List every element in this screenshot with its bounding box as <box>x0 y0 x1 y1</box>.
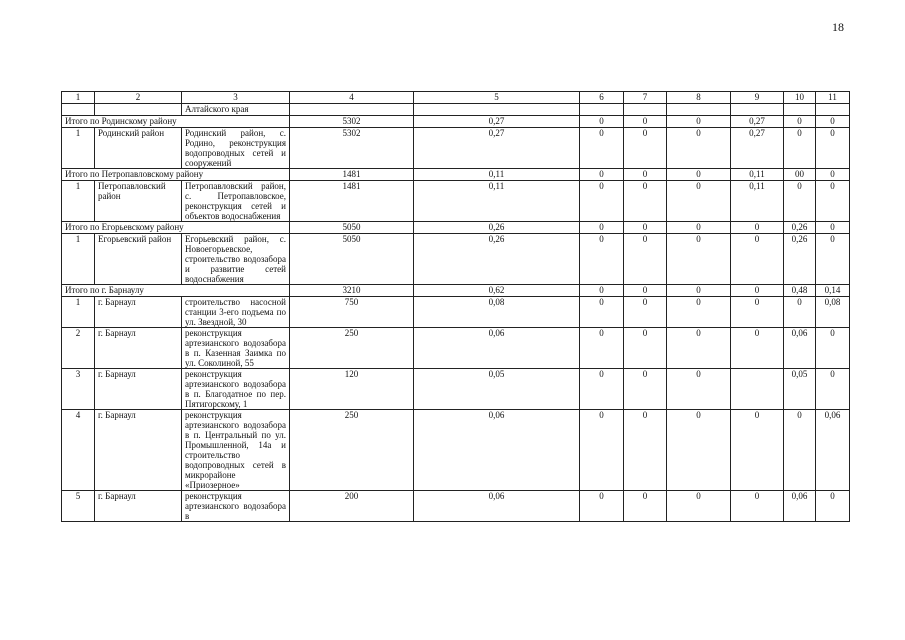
value-c7: 0 <box>624 222 667 234</box>
subtotal-label: Итого по Родинскому району <box>62 116 290 128</box>
header-cell-11: 11 <box>816 92 850 104</box>
value-c11: 0 <box>816 116 850 128</box>
value-c8: 0 <box>667 222 731 234</box>
project-description: Егорьевский район, с. Новоегорьевское, строительство водозабора и развитие сетей водоснабжения <box>182 234 290 285</box>
value-c10: 0 <box>784 410 816 491</box>
header-cell-8: 8 <box>667 92 731 104</box>
value-c4: 1481 <box>290 169 414 181</box>
value-c11: 0 <box>816 222 850 234</box>
value-c4: 200 <box>290 491 414 522</box>
municipality-name: Егорьевский район <box>95 234 182 285</box>
value-c8: 0 <box>667 181 731 222</box>
value-c8: 0 <box>667 169 731 181</box>
value-c5: 0,06 <box>414 410 580 491</box>
value-c10: 0 <box>784 297 816 328</box>
value-c5: 0,06 <box>414 491 580 522</box>
value-c11: 0,08 <box>816 297 850 328</box>
value-c11: 0,14 <box>816 285 850 297</box>
value-c4: 250 <box>290 328 414 369</box>
value-c11: 0 <box>816 369 850 410</box>
value-c4: 120 <box>290 369 414 410</box>
value-c4: 5302 <box>290 116 414 128</box>
value-c5: 0,08 <box>414 297 580 328</box>
value-c6: 0 <box>580 410 624 491</box>
value-c6: 0 <box>580 222 624 234</box>
header-cell-4: 4 <box>290 92 414 104</box>
value-c9: 0 <box>731 222 784 234</box>
value-c4: 5050 <box>290 234 414 285</box>
value-c11: 0 <box>816 169 850 181</box>
value-c10: 0 <box>784 128 816 169</box>
region-caption-row <box>62 104 850 116</box>
value-c7: 0 <box>624 285 667 297</box>
value-c9: 0 <box>731 285 784 297</box>
value-c7: 0 <box>624 128 667 169</box>
subtotal-row <box>62 169 850 181</box>
value-c4: 1481 <box>290 181 414 222</box>
value-c9: 0 <box>731 297 784 328</box>
value-c11: 0 <box>816 491 850 522</box>
subtotal-row <box>62 285 850 297</box>
header-cell-5: 5 <box>414 92 580 104</box>
value-c9: 0,27 <box>731 116 784 128</box>
value-c9: 0 <box>731 491 784 522</box>
value-c8: 0 <box>667 328 731 369</box>
value-c5: 0,11 <box>414 169 580 181</box>
value-c8: 0 <box>667 491 731 522</box>
value-c7: 0 <box>624 234 667 285</box>
value-c10: 0 <box>784 181 816 222</box>
value-c8: 0 <box>667 410 731 491</box>
value-c10: 0,05 <box>784 369 816 410</box>
table-row <box>62 369 850 410</box>
table-row <box>62 128 850 169</box>
value-c7: 0 <box>624 297 667 328</box>
subtotal-label: Итого по г. Барнаулу <box>62 285 290 297</box>
value-c5: 0,05 <box>414 369 580 410</box>
value-c9: 0,27 <box>731 128 784 169</box>
header-cell-6: 6 <box>580 92 624 104</box>
municipality-name: г. Барнаул <box>95 328 182 369</box>
value-c7: 0 <box>624 491 667 522</box>
value-c5: 0,26 <box>414 234 580 285</box>
value-c8: 0 <box>667 128 731 169</box>
value-c6: 0 <box>580 234 624 285</box>
municipality-name: г. Барнаул <box>95 369 182 410</box>
row-number: 5 <box>62 491 95 522</box>
empty-cell <box>667 104 731 116</box>
page-number: 18 <box>832 20 844 34</box>
table-row <box>62 410 850 491</box>
subtotal-label: Итого по Петропавловскому району <box>62 169 290 181</box>
municipality-name: г. Барнаул <box>95 410 182 491</box>
empty-cell <box>816 104 850 116</box>
row-number: 1 <box>62 181 95 222</box>
value-c11: 0 <box>816 181 850 222</box>
value-c4: 250 <box>290 410 414 491</box>
value-c8: 0 <box>667 234 731 285</box>
value-c10: 0,48 <box>784 285 816 297</box>
table-row <box>62 234 850 285</box>
empty-cell <box>62 104 95 116</box>
investment-table <box>61 91 850 522</box>
project-description: строительство насосной станции 3-его подъема по ул. Звездной, 30 <box>182 297 290 328</box>
column-number-row <box>62 92 850 104</box>
empty-cell <box>414 104 580 116</box>
header-cell-1: 1 <box>62 92 95 104</box>
value-c9: 0,11 <box>731 169 784 181</box>
value-c5: 0,11 <box>414 181 580 222</box>
row-number: 1 <box>62 128 95 169</box>
municipality-name: Родинский район <box>95 128 182 169</box>
value-c10: 0,06 <box>784 491 816 522</box>
project-description: Родинский район, с. Родино, реконструкция водопроводных сетей и сооружений <box>182 128 290 169</box>
row-number: 4 <box>62 410 95 491</box>
table-row <box>62 491 850 522</box>
header-cell-7: 7 <box>624 92 667 104</box>
empty-cell <box>731 104 784 116</box>
project-description: реконструкция артезианского водозабора в п. Благодатное по пер. Пятигорскому, 1 <box>182 369 290 410</box>
table-row <box>62 181 850 222</box>
value-c6: 0 <box>580 169 624 181</box>
value-c10: 0 <box>784 116 816 128</box>
value-c6: 0 <box>580 285 624 297</box>
project-description: реконструкция артезианского водозабора в п. Казенная Заимка по ул. Соколиной, 55 <box>182 328 290 369</box>
value-c4: 750 <box>290 297 414 328</box>
value-c6: 0 <box>580 128 624 169</box>
project-description: Петропавловский район, с. Петропавловское, реконструкция сетей и объектов водоснабжения <box>182 181 290 222</box>
value-c6: 0 <box>580 116 624 128</box>
subtotal-row <box>62 116 850 128</box>
value-c7: 0 <box>624 369 667 410</box>
value-c4: 3210 <box>290 285 414 297</box>
value-c6: 0 <box>580 369 624 410</box>
value-c9: 0,11 <box>731 181 784 222</box>
municipality-name: г. Барнаул <box>95 297 182 328</box>
municipality-name: Петропавловский район <box>95 181 182 222</box>
table-row <box>62 328 850 369</box>
value-c5: 0,27 <box>414 116 580 128</box>
value-c5: 0,62 <box>414 285 580 297</box>
value-c9: 0 <box>731 328 784 369</box>
subtotal-row <box>62 222 850 234</box>
empty-cell <box>290 104 414 116</box>
subtotal-label: Итого по Егорьевскому району <box>62 222 290 234</box>
value-c11: 0,06 <box>816 410 850 491</box>
empty-cell <box>784 104 816 116</box>
value-c8: 0 <box>667 297 731 328</box>
value-c6: 0 <box>580 297 624 328</box>
region-caption: Алтайского края <box>182 104 290 116</box>
value-c11: 0 <box>816 234 850 285</box>
value-c6: 0 <box>580 181 624 222</box>
empty-cell <box>624 104 667 116</box>
header-cell-9: 9 <box>731 92 784 104</box>
row-number: 1 <box>62 297 95 328</box>
project-description: реконструкция артезианского водозабора в п. Центральный по ул. Промышленной, 14а и строительство водопроводных сетей в микрорайоне «Приозерное» <box>182 410 290 491</box>
value-c5: 0,27 <box>414 128 580 169</box>
value-c9: 0 <box>731 234 784 285</box>
value-c10: 00 <box>784 169 816 181</box>
value-c8: 0 <box>667 116 731 128</box>
row-number: 2 <box>62 328 95 369</box>
value-c9: 0 <box>731 410 784 491</box>
empty-cell <box>95 104 182 116</box>
value-c11: 0 <box>816 128 850 169</box>
value-c7: 0 <box>624 169 667 181</box>
header-cell-3: 3 <box>182 92 290 104</box>
value-c10: 0,26 <box>784 234 816 285</box>
value-c6: 0 <box>580 328 624 369</box>
table-row <box>62 297 850 328</box>
value-c10: 0,06 <box>784 328 816 369</box>
value-c7: 0 <box>624 410 667 491</box>
project-description: реконструкция артезианского водозабора в <box>182 491 290 522</box>
header-cell-2: 2 <box>95 92 182 104</box>
value-c4: 5302 <box>290 128 414 169</box>
value-c6: 0 <box>580 491 624 522</box>
value-c5: 0,26 <box>414 222 580 234</box>
municipality-name: г. Барнаул <box>95 491 182 522</box>
value-c7: 0 <box>624 328 667 369</box>
value-c4: 5050 <box>290 222 414 234</box>
value-c11: 0 <box>816 328 850 369</box>
value-c10: 0,26 <box>784 222 816 234</box>
value-c9 <box>731 369 784 410</box>
value-c8: 0 <box>667 369 731 410</box>
header-cell-10: 10 <box>784 92 816 104</box>
value-c7: 0 <box>624 181 667 222</box>
value-c7: 0 <box>624 116 667 128</box>
value-c5: 0,06 <box>414 328 580 369</box>
value-c8: 0 <box>667 285 731 297</box>
row-number: 3 <box>62 369 95 410</box>
empty-cell <box>580 104 624 116</box>
row-number: 1 <box>62 234 95 285</box>
